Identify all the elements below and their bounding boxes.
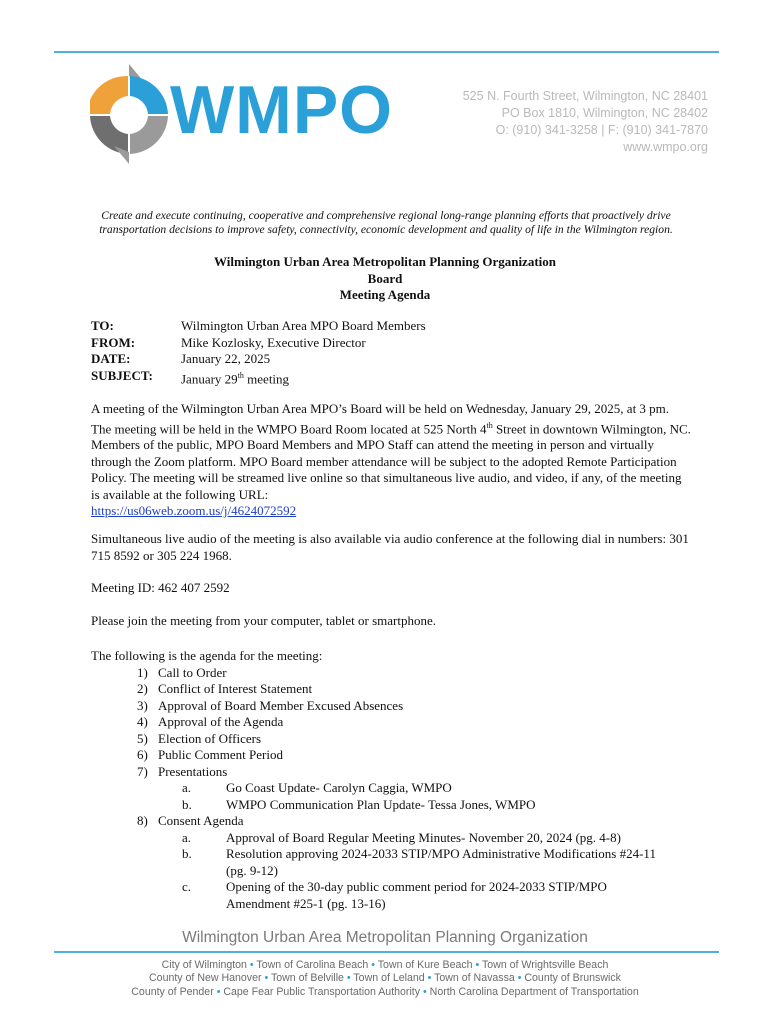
memo-date-row	[91, 351, 426, 368]
member-name: Town of Carolina Beach	[256, 959, 369, 971]
subitem-letter: b.	[182, 796, 192, 812]
memo-to-row	[91, 318, 426, 335]
member-name: County of New Hanover	[149, 972, 262, 985]
body-title: Board	[367, 270, 403, 286]
member-name: Town of Navassa	[434, 972, 515, 985]
address-line: 525 N. Fourth Street, Wilmington, NC 28401	[462, 89, 708, 103]
street-ordinal: th	[486, 420, 493, 430]
bullet-icon: •	[264, 972, 269, 985]
memo-subject-value	[181, 368, 289, 388]
agenda-list	[91, 648, 691, 912]
address-line: O: (910) 341-3258 | F: (910) 341-7870	[495, 123, 708, 137]
member-name: Town of Belville	[270, 972, 344, 985]
memo-to-value: Wilmington Urban Area MPO Board Members	[181, 318, 426, 333]
agenda-item-number: 8)	[137, 813, 148, 828]
subitem-letter: a.	[182, 829, 192, 845]
memo-to-label: TO:	[91, 318, 114, 333]
meeting-paragraph	[91, 401, 691, 520]
agenda-item	[91, 714, 691, 731]
subitem-letter: b.	[182, 846, 192, 861]
agenda-subitem	[91, 830, 691, 847]
bullet-icon: •	[423, 985, 427, 998]
agenda-subitem	[91, 780, 691, 797]
bullet-icon: •	[346, 972, 351, 985]
agenda-item-text: Public Comment Period	[158, 747, 283, 762]
member-name: Town of Wrightsville Beach	[481, 959, 609, 971]
agenda-item-text: Approval of Board Member Excused Absences	[158, 697, 404, 713]
agenda-item-number: 5)	[137, 730, 148, 746]
agenda-title: Meeting Agenda	[339, 287, 431, 302]
wmpo-logo-icon	[84, 62, 174, 166]
bullet-icon: •	[371, 959, 375, 971]
member-name: North Carolina Department of Transportation	[429, 985, 639, 998]
meeting-id: Meeting ID: 462 407 2592	[91, 580, 230, 595]
member-name: Town of Kure Beach	[377, 959, 473, 971]
meeting-text-a: A meeting of the Wilmington Urban Area MPO’s Board will be held on Wednesday, January 29, 2025, at 3 pm. The meeting will be held in the WMPO Board Room located at 525 North 4	[91, 401, 670, 436]
subject-suffix: meeting	[243, 370, 290, 386]
member-name: Town of Leland	[353, 972, 425, 985]
memo-from-row	[91, 335, 426, 352]
top-rule	[54, 51, 719, 53]
audio-paragraph: Simultaneous live audio of the meeting is also available via audio conference at the following dial in numbers: 301 715 8592 or 305 224 1968.	[91, 531, 689, 563]
memo-block	[91, 318, 426, 387]
subject-date: January 29	[181, 370, 238, 386]
subitem-text: Approval of Board Regular Meeting Minutes- November 20, 2024 (pg. 4-8)	[226, 829, 621, 845]
member-name: County of Brunswick	[524, 972, 621, 985]
subitem-text: Go Coast Update- Carolyn Caggia, WMPO	[226, 780, 452, 795]
wmpo-wordmark: WMPO	[170, 72, 394, 148]
agenda-item-number: 2)	[137, 681, 148, 696]
agenda-item	[91, 731, 691, 748]
memo-subject-label: SUBJECT:	[91, 367, 153, 383]
agenda-item-number: 6)	[137, 747, 148, 762]
subitem-text: Resolution approving 2024-2033 STIP/MPO Administrative Modifications #24-11 (pg. 9-12)	[226, 846, 656, 878]
agenda-subitem	[91, 846, 691, 879]
agenda-subitem	[91, 797, 691, 814]
website-link[interactable]: www.wmpo.org	[623, 140, 708, 154]
memo-from-value: Mike Kozlosky, Executive Director	[181, 334, 366, 350]
subitem-letter: c.	[182, 879, 192, 894]
agenda-item	[91, 681, 691, 698]
memo-subject-row	[91, 368, 426, 388]
zoom-link[interactable]: https://us06web.zoom.us/j/4624072592	[91, 503, 297, 519]
agenda-item-number: 7)	[137, 763, 148, 779]
mission-statement: Create and execute continuing, cooperative and comprehensive regional long-range planning efforts that proactively drive transportation decisions to improve safety, connectivity, economic development and quality of life in the Wilmington region.	[99, 209, 673, 236]
subitem-letter: a.	[182, 780, 192, 795]
agenda-item-text: Presentations	[158, 763, 228, 779]
member-jurisdictions	[0, 959, 770, 999]
agenda-item-number: 1)	[137, 664, 148, 680]
agenda-intro: The following is the agenda for the meeting:	[91, 648, 323, 663]
bullet-icon: •	[427, 972, 432, 985]
agenda-subitem	[91, 879, 691, 912]
agenda-item-text: Approval of the Agenda	[158, 714, 284, 729]
agenda-item	[91, 813, 691, 830]
member-line	[0, 959, 770, 972]
agenda-item-number: 4)	[137, 714, 148, 729]
bullet-icon: •	[517, 972, 522, 985]
agenda-item-text: Election of Officers	[158, 730, 261, 746]
org-title: Wilmington Urban Area Metropolitan Planning Organization	[214, 254, 556, 269]
agenda-item-text: Conflict of Interest Statement	[158, 681, 313, 696]
member-name: County of Pender	[131, 985, 214, 998]
member-name: City of Wilmington	[161, 959, 247, 971]
memo-from-label: FROM:	[91, 334, 136, 350]
footer-title: Wilmington Urban Area Metropolitan Planning Organization	[182, 929, 588, 946]
bullet-icon: •	[475, 959, 480, 971]
subitem-text: WMPO Communication Plan Update- Tessa Jones, WMPO	[226, 796, 536, 812]
member-line	[0, 986, 770, 999]
subject-ordinal: th	[237, 370, 244, 380]
meeting-text-b: Street in downtown Wilmington, NC. Members of the public, MPO Board Members and MPO Staff can attend the meeting in person and virtually through the Zoom platform. MPO Board member attendance will be subject to the adopted Remote Participation Policy. The meeting will be streamed live online so that simultaneous live audio, and video, if any, of the meeting is available at the following URL:	[91, 420, 691, 502]
memo-date-label: DATE:	[91, 351, 131, 366]
agenda-item-text: Call to Order	[158, 664, 227, 680]
address-line: PO Box 1810, Wilmington, NC 28402	[501, 106, 708, 120]
join-instructions: Please join the meeting from your computer, tablet or smartphone.	[91, 613, 436, 628]
agenda-item	[91, 698, 691, 715]
member-name: Cape Fear Public Transportation Authority	[223, 985, 421, 998]
agenda-item-number: 3)	[137, 697, 148, 713]
bullet-icon: •	[216, 985, 221, 998]
footer-rule	[54, 951, 719, 953]
member-line	[0, 972, 770, 985]
agenda-item-text: Consent Agenda	[158, 813, 244, 828]
memo-date-value: January 22, 2025	[181, 351, 271, 366]
bullet-icon: •	[249, 959, 254, 971]
agenda-item	[91, 665, 691, 682]
agenda-item	[91, 764, 691, 781]
agenda-item	[91, 747, 691, 764]
header-address	[463, 88, 708, 156]
subitem-text: Opening of the 30-day public comment period for 2024-2033 STIP/MPO Amendment #25-1 (pg. 13-16)	[226, 879, 607, 911]
document-heading	[0, 254, 770, 304]
